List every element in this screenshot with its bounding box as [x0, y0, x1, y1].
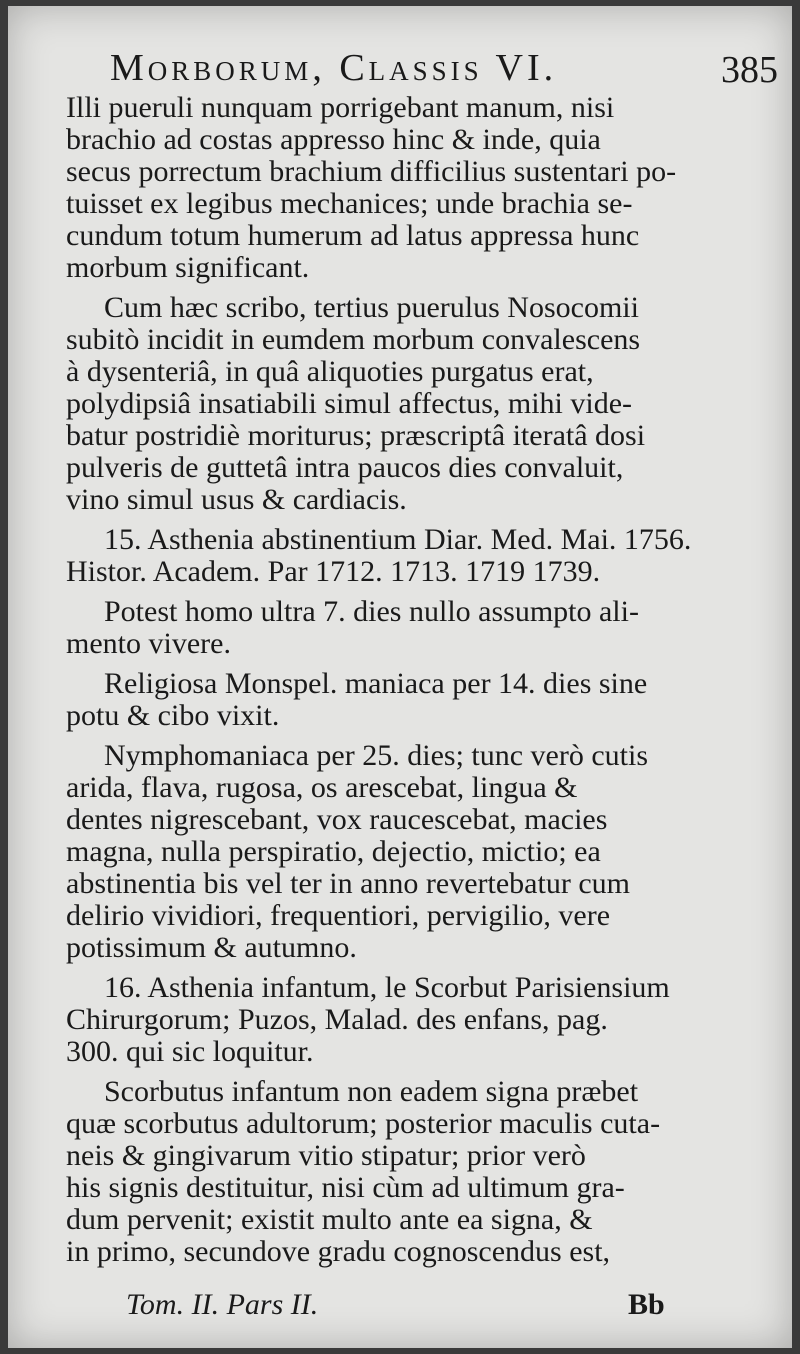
text-line: vino simul usus & cardiacis.	[66, 483, 407, 516]
text-line: Cum hæc scribo, tertius puerulus Nosocomii	[104, 291, 639, 324]
text-line: delirio vividiori, frequentiori, pervigilio, vere	[66, 899, 611, 932]
text-line: dum pervenit; existit multo ante ea signa, &	[66, 1203, 593, 1236]
text-line: abstinentia bis vel ter in anno revertebatur cum	[66, 867, 630, 900]
text-line: 16. Asthenia infantum, le Scorbut Parisiensium	[104, 971, 670, 1004]
running-title: Morborum, Classis VI.	[110, 47, 558, 89]
text-line: Religiosa Monspel. maniaca per 14. dies sine	[104, 667, 648, 700]
text-line: Potest homo ultra 7. dies nullo assumpto ali-	[104, 595, 639, 628]
text-line: dentes nigrescebant, vox raucescebat, macies	[66, 803, 608, 836]
text-line: 15. Asthenia abstinentium Diar. Med. Mai. 1756.	[104, 523, 692, 556]
text-line: neis & gingivarum vitio stipatur; prior verò	[66, 1139, 586, 1172]
text-line: magna, nulla perspiratio, dejectio, mictio; ea	[66, 835, 601, 868]
text-line: Illi pueruli nunquam porrigebant manum, nisi	[66, 91, 615, 124]
text-line: tuisset ex legibus mechanices; unde brachia se-	[66, 187, 633, 220]
text-line: pulveris de guttetâ intra paucos dies convaluit,	[66, 451, 624, 484]
text-line: batur postridiè moriturus; præscriptâ iteratâ dosi	[66, 419, 646, 452]
text-line: cundum totum humerum ad latus appressa hunc	[66, 219, 640, 252]
catchword: Bb	[628, 1288, 665, 1321]
text-line: quæ scorbutus adultorum; posterior maculis cuta-	[66, 1107, 661, 1140]
text-line: morbum significant.	[66, 251, 310, 284]
text-line: potissimum & autumno.	[66, 931, 357, 964]
text-line: subitò incidit in eumdem morbum convalescens	[66, 323, 641, 356]
text-line: polydipsiâ insatiabili simul affectus, mihi vide-	[66, 387, 633, 420]
signature-mark: Tom. II. Pars II.	[126, 1288, 319, 1321]
text-line: his signis destituitur, nisi cùm ad ultimum gra-	[66, 1171, 625, 1204]
text-line: secus porrectum brachium difficilius sustentari po-	[66, 155, 677, 188]
book-page	[8, 6, 792, 1348]
text-line: brachio ad costas appresso hinc & inde, quia	[66, 123, 601, 156]
text-line: 300. qui sic loquitur.	[66, 1035, 314, 1068]
text-line: à dysenteriâ, in quâ aliquoties purgatus erat,	[66, 355, 594, 388]
text-line: in primo, secundove gradu cognoscendus est,	[66, 1235, 611, 1268]
text-line: arida, flava, rugosa, os arescebat, lingua &	[66, 771, 578, 804]
text-line: Scorbutus infantum non eadem signa præbet	[104, 1075, 639, 1108]
text-line: mento vivere.	[66, 627, 231, 660]
text-line: Chirurgorum; Puzos, Malad. des enfans, pag.	[66, 1003, 608, 1036]
page-number: 385	[721, 49, 778, 91]
text-line: Histor. Academ. Par 1712. 1713. 1719 1739.	[66, 555, 601, 588]
text-line: potu & cibo vixit.	[66, 699, 280, 732]
text-line: Nymphomaniaca per 25. dies; tunc verò cutis	[104, 739, 649, 772]
